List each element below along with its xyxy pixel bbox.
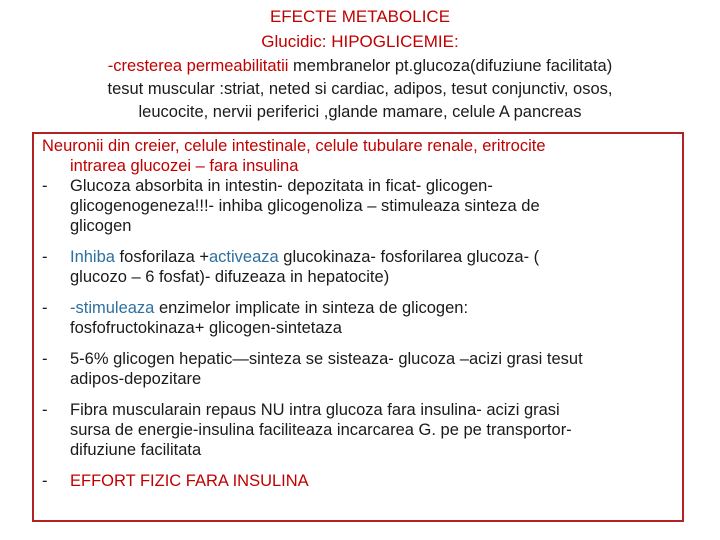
bullet-5-line-2: sursa de energie-insulina faciliteaza incarcarea G. pe pe transportor-	[70, 421, 572, 439]
content-box-text	[42, 136, 702, 491]
bullet-2-line-2: glucozo – 6 fosfat)- difuzeaza in hepatocite)	[70, 268, 390, 286]
bullet-1-line-3: glicogen	[70, 217, 132, 235]
bullet-4-line-1: 5-6% glicogen hepatic—sinteza se sisteaza- glucoza –acizi grasi tesut	[70, 350, 583, 368]
bullet-dash: -	[42, 248, 48, 266]
bullet-2-text-b: glucokinaza- fosforilarea glucoza- (	[278, 248, 540, 266]
bullet-dash: -	[42, 472, 48, 490]
bullet-1-line-2: glicogenogeneza!!!- inhiba glicogenoliza – stimuleaza sinteza de	[70, 197, 540, 215]
bullet-dash: -	[42, 401, 48, 419]
slide-title: EFECTE METABOLICE	[269, 7, 451, 26]
intro-paragraph	[0, 55, 720, 124]
bullet-5-line-1: Fibra muscularain repaus NU intra glucoza fara insulina- acizi grasi	[70, 401, 560, 419]
bullet-item-5	[42, 400, 702, 460]
intro-highlight: -cresterea permeabilitatii	[107, 57, 289, 75]
neuroni-line-1: Neuronii din creier, celule intestinale, celule tubulare renale, eritrocite	[42, 137, 546, 155]
activeaza-word: activeaza	[208, 248, 279, 266]
intro-line-2: tesut muscular :striat, neted si cardiac, adipos, tesut conjunctiv, osos,	[107, 80, 613, 98]
title-block	[0, 4, 720, 54]
intro-line-1-rest: membranelor pt.glucoza(difuziune facilitata)	[288, 57, 613, 75]
bullet-2-line-1	[70, 247, 702, 267]
bullet-item-6	[42, 471, 702, 491]
effort-line: EFFORT FIZIC FARA INSULINA	[70, 472, 309, 490]
bullet-dash: -	[42, 350, 48, 368]
bullet-2-text-a: fosforilaza +	[114, 248, 209, 266]
bullet-4-line-2: adipos-depozitare	[70, 370, 202, 388]
bullet-3-line-1	[70, 298, 702, 318]
bullet-5-line-3: difuziune facilitata	[70, 441, 202, 459]
neuroni-line-2: intrarea glucozei – fara insulina	[70, 157, 299, 175]
bullet-dash: -	[42, 299, 48, 317]
bullet-item-2	[42, 247, 702, 287]
intro-line-3: leucocite, nervii periferici ,glande mamare, celule A pancreas	[138, 103, 582, 121]
bullet-item-1	[42, 176, 702, 236]
slide-subtitle: Glucidic: HIPOGLICEMIE:	[261, 32, 459, 51]
bullet-3-line-2: fosfofructokinaza+ glicogen-sintetaza	[70, 319, 342, 337]
bullet-item-4	[42, 349, 702, 389]
bullet-1-line-1: Glucoza absorbita in intestin- depozitata in ficat- glicogen-	[70, 177, 493, 195]
bullet-3-text: enzimelor implicate in sinteza de glicogen:	[154, 299, 469, 317]
stimuleaza-word: -stimuleaza	[70, 299, 155, 317]
inhiba-word: Inhiba	[70, 248, 115, 266]
intro-line-1	[0, 55, 720, 78]
bullet-item-3	[42, 298, 702, 338]
bullet-dash: -	[42, 177, 48, 195]
